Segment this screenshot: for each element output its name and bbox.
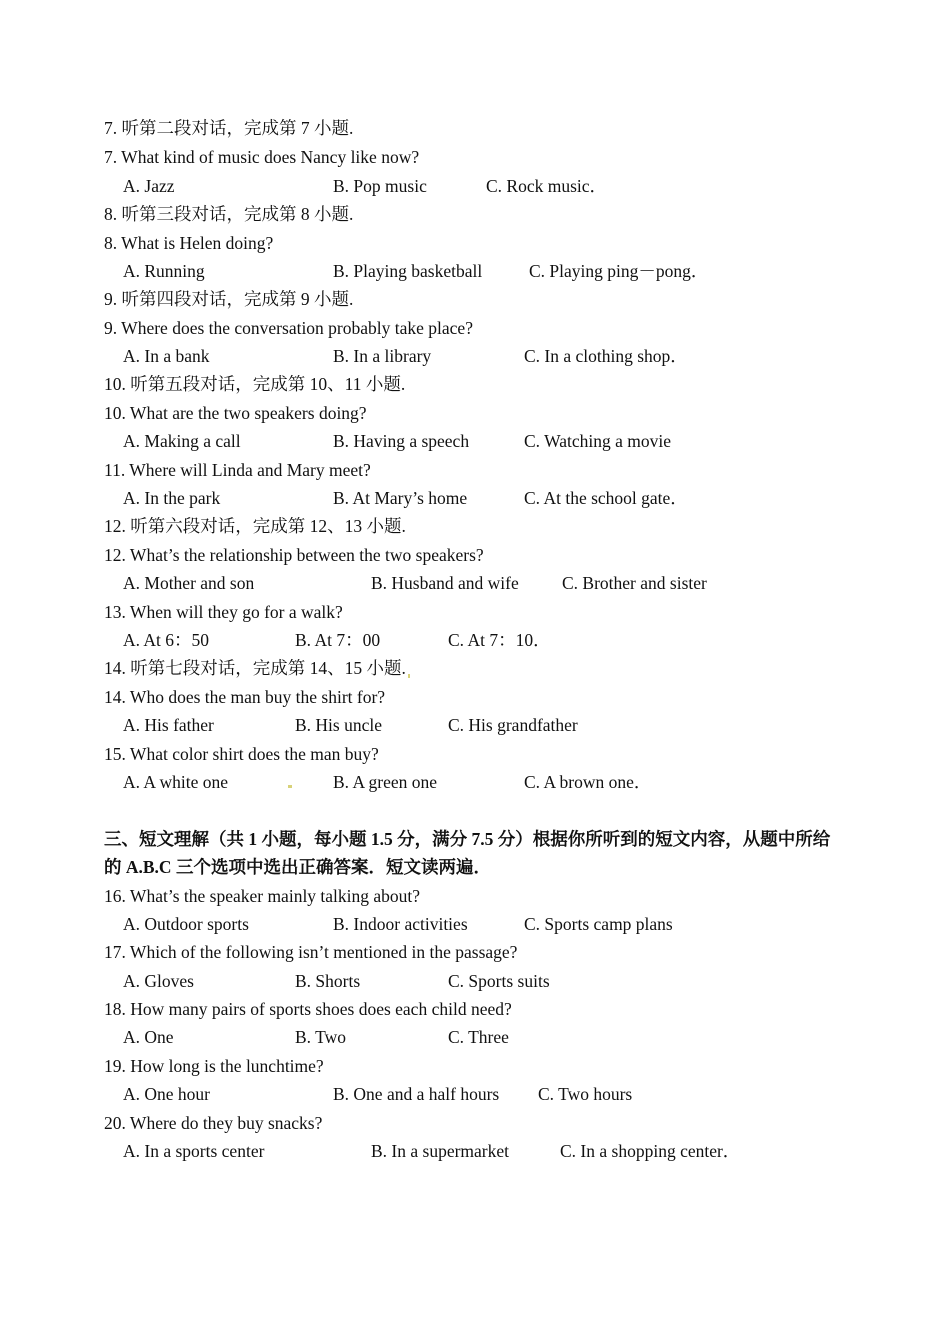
q18-option-a: A. One bbox=[123, 1027, 174, 1047]
q17-option-a: A. Gloves bbox=[123, 971, 194, 991]
q12-option-c: C. Brother and sister bbox=[562, 573, 707, 593]
q8-option-c: C. Playing ping－pong． bbox=[529, 261, 709, 281]
q18-question: 18. How many pairs of sports shoes does each child need? bbox=[104, 999, 512, 1019]
q8-option-b: B. Playing basketball bbox=[333, 261, 483, 281]
q13-option-a: A. At 6：50 bbox=[123, 630, 210, 650]
q15-question: 15. What color shirt does the man buy? bbox=[104, 744, 379, 764]
q12-intro: 12. 听第六段对话，完成第 12、13 小题. bbox=[104, 516, 406, 536]
q11-question: 11. Where will Linda and Mary meet? bbox=[104, 460, 371, 480]
q14-option-c: C. His grandfather bbox=[448, 715, 578, 735]
q10-option-a: A. Making a call bbox=[123, 431, 241, 451]
q17-question: 17. Which of the following isn’t mentioned in the passage? bbox=[104, 942, 518, 962]
q10-intro: 10. 听第五段对话，完成第 10、11 小题. bbox=[104, 374, 406, 394]
q11-option-a: A. In the park bbox=[123, 488, 221, 508]
q11-option-b: B. At Mary’s home bbox=[333, 488, 468, 508]
q14-intro: 14. 听第七段对话，完成第 14、15 小题. bbox=[104, 658, 406, 678]
q9-question: 9. Where does the conversation probably take place? bbox=[104, 318, 473, 338]
speck-mark bbox=[408, 674, 410, 678]
q14-option-a: A. His father bbox=[123, 715, 214, 735]
q9-option-b: B. In a library bbox=[333, 346, 432, 366]
q13-option-b: B. At 7：00 bbox=[295, 630, 381, 650]
q16-question: 16. What’s the speaker mainly talking about? bbox=[104, 886, 421, 906]
q19-option-a: A. One hour bbox=[123, 1084, 210, 1104]
q20-question: 20. Where do they buy snacks? bbox=[104, 1113, 323, 1133]
q12-option-b: B. Husband and wife bbox=[371, 573, 519, 593]
section3-heading-line1: 三、短文理解（共 1 小题，每小题 1.5 分，满分 7.5 分）根据你所听到的短文内容，从题中所给 bbox=[104, 829, 831, 849]
q16-option-a: A. Outdoor sports bbox=[123, 914, 249, 934]
q17-option-b: B. Shorts bbox=[295, 971, 361, 991]
q10-option-c: C. Watching a movie bbox=[524, 431, 671, 451]
q20-option-c: C. In a shopping center． bbox=[560, 1141, 741, 1161]
q7-option-b: B. Pop music bbox=[333, 176, 427, 196]
q9-intro: 9. 听第四段对话，完成第 9 小题. bbox=[104, 289, 354, 309]
q19-option-c: C. Two hours bbox=[538, 1084, 633, 1104]
q19-option-b: B. One and a half hours bbox=[333, 1084, 500, 1104]
section3-heading-line2: 的 A.B.C 三个选项中选出正确答案．短文读两遍． bbox=[104, 857, 491, 877]
speck-mark bbox=[288, 785, 292, 788]
q12-option-a: A. Mother and son bbox=[123, 573, 255, 593]
q15-option-a: A. A white one bbox=[123, 772, 228, 792]
q18-option-c: C. Three bbox=[448, 1027, 509, 1047]
q9-option-a: A. In a bank bbox=[123, 346, 210, 366]
q8-intro: 8. 听第三段对话，完成第 8 小题. bbox=[104, 204, 354, 224]
q14-question: 14. Who does the man buy the shirt for? bbox=[104, 687, 386, 707]
q7-option-c: C. Rock music． bbox=[486, 176, 608, 196]
q13-question: 13. When will they go for a walk? bbox=[104, 602, 343, 622]
q15-option-c: C. A brown one． bbox=[524, 772, 652, 792]
q19-question: 19. How long is the lunchtime? bbox=[104, 1056, 324, 1076]
q7-intro: 7. 听第二段对话，完成第 7 小题. bbox=[104, 118, 354, 138]
q17-option-c: C. Sports suits bbox=[448, 971, 550, 991]
q15-option-b: B. A green one bbox=[333, 772, 438, 792]
q13-option-c: C. At 7：10． bbox=[448, 630, 551, 650]
q18-option-b: B. Two bbox=[295, 1027, 346, 1047]
q10-option-b: B. Having a speech bbox=[333, 431, 470, 451]
q20-option-b: B. In a supermarket bbox=[371, 1141, 510, 1161]
q14-option-b: B. His uncle bbox=[295, 715, 383, 735]
q16-option-c: C. Sports camp plans bbox=[524, 914, 673, 934]
q10-question: 10. What are the two speakers doing? bbox=[104, 403, 367, 423]
q7-question: 7. What kind of music does Nancy like now? bbox=[104, 147, 420, 167]
q8-option-a: A. Running bbox=[123, 261, 205, 281]
q16-option-b: B. Indoor activities bbox=[333, 914, 468, 934]
q11-option-c: C. At the school gate． bbox=[524, 488, 688, 508]
q7-option-a: A. Jazz bbox=[123, 176, 175, 196]
q9-option-c: C. In a clothing shop． bbox=[524, 346, 688, 366]
q8-question: 8. What is Helen doing? bbox=[104, 233, 274, 253]
q12-question: 12. What’s the relationship between the two speakers? bbox=[104, 545, 484, 565]
q20-option-a: A. In a sports center bbox=[123, 1141, 265, 1161]
